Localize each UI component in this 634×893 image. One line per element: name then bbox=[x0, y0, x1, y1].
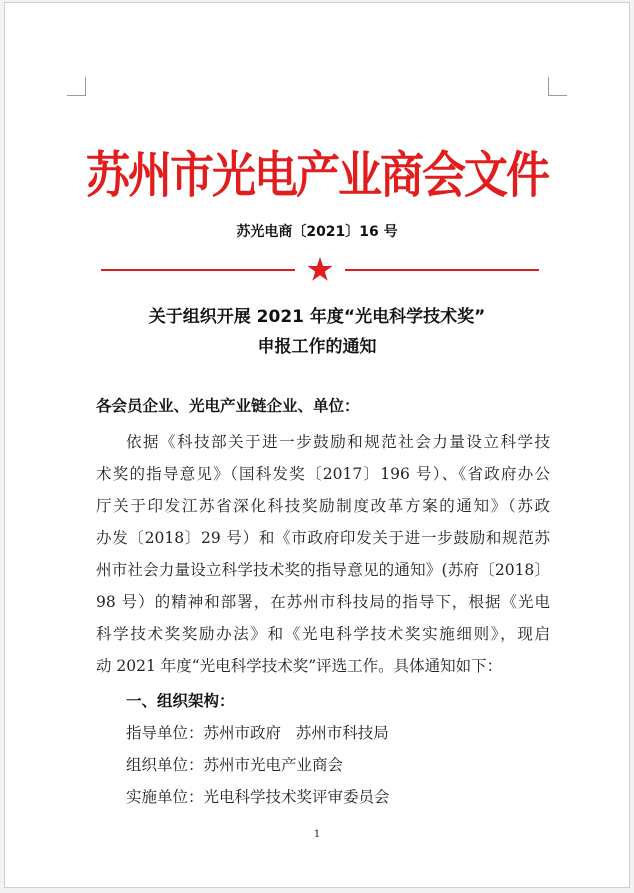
red-star-icon bbox=[307, 256, 333, 282]
body-line: 术奖的指导意见》（国科发奖〔2017〕196 号）、《省政府办公 bbox=[96, 465, 550, 483]
red-divider-left bbox=[101, 269, 295, 271]
section-heading: 一、组织架构： bbox=[126, 692, 235, 710]
document-title: 苏州市光电产业商会文件 bbox=[86, 147, 548, 205]
info-line-guide-unit: 指导单位：苏州市政府 苏州市科技局 bbox=[126, 724, 389, 742]
crop-mark-top-left bbox=[67, 77, 86, 96]
crop-mark-top-right bbox=[548, 77, 567, 96]
body-line: 依据《科技部关于进一步鼓励和规范社会力量设立科学技 bbox=[126, 433, 550, 451]
body-line: 州市社会力量设立科学技术奖的指导意见的通知》(苏府〔2018〕 bbox=[96, 561, 550, 579]
red-divider-right bbox=[345, 269, 539, 271]
document-number: 苏光电商〔2021〕16 号 bbox=[236, 224, 398, 240]
salutation: 各会员企业、光电产业链企业、单位： bbox=[96, 397, 360, 415]
page-number: 1 bbox=[313, 829, 321, 840]
body-line: 办发〔2018〕29 号）和《市政府印发关于进一步鼓励和规范苏 bbox=[96, 529, 550, 547]
body-line: 科学技术奖奖励办法》和《光电科学技术奖实施细则》，现启 bbox=[96, 625, 550, 643]
info-line-organizer: 组织单位：苏州市光电产业商会 bbox=[126, 756, 344, 774]
subject-line-2: 申报工作的通知 bbox=[257, 337, 377, 357]
body-line: 98 号）的精神和部署，在苏州市科技局的指导下，根据《光电 bbox=[96, 593, 550, 611]
subject-line-1: 关于组织开展 2021 年度“光电科学技术奖” bbox=[148, 307, 486, 327]
info-line-implementer: 实施单位：光电科学技术奖评审委员会 bbox=[126, 788, 390, 806]
document-page bbox=[4, 2, 630, 888]
body-line: 动 2021 年度“光电科学技术奖”评选工作。具体通知如下： bbox=[96, 657, 503, 675]
body-line: 厅关于印发江苏省深化科技奖励制度改革方案的通知》（苏政 bbox=[96, 497, 550, 515]
